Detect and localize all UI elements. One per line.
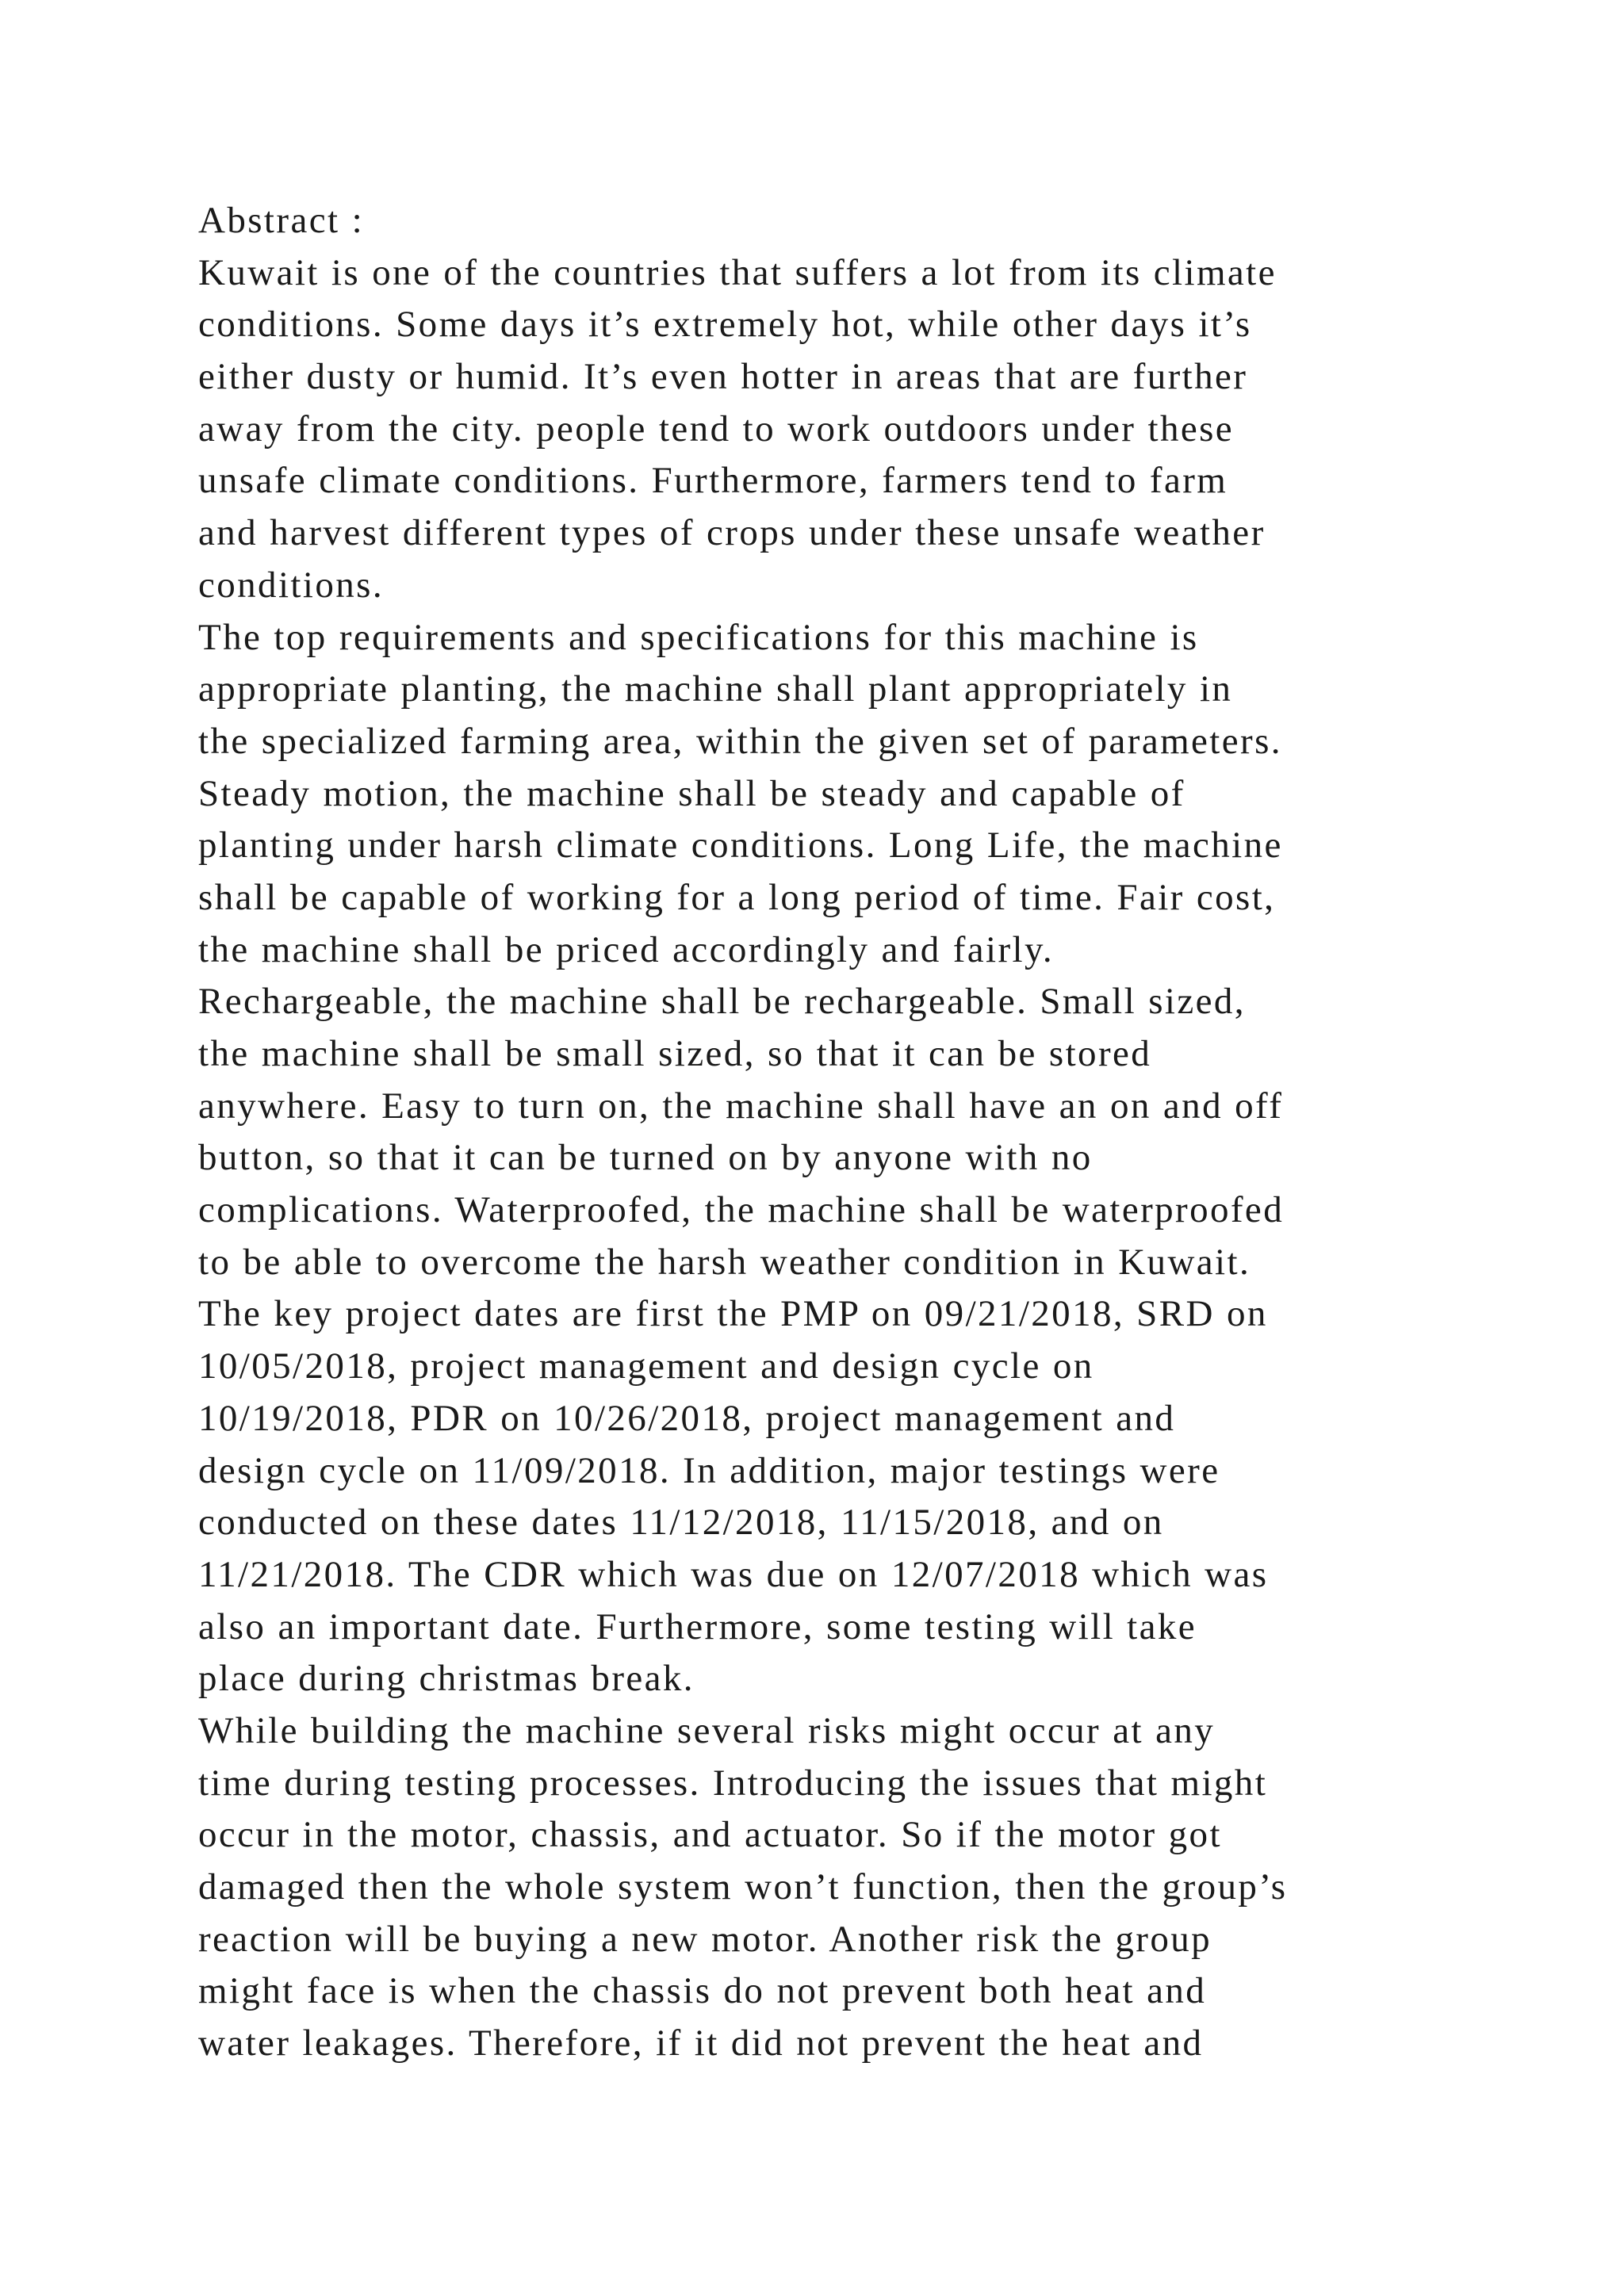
text-line: While building the machine several risks might occur at any	[198, 1709, 1216, 1751]
text-line: Steady motion, the machine shall be steady and capable of	[198, 772, 1185, 814]
text-line: either dusty or humid. It’s even hotter in areas that are further	[198, 356, 1248, 398]
text-line: Kuwait is one of the countries that suffers a lot from its climate	[198, 251, 1277, 293]
text-line: conditions.	[198, 564, 384, 606]
text-line: the machine shall be priced accordingly and fairly.	[198, 928, 1055, 970]
text-line: complications. Waterproofed, the machine shall be waterproofed	[198, 1189, 1285, 1231]
text-line: anywhere. Easy to turn on, the machine shall have an on and off	[198, 1085, 1284, 1127]
text-line: damaged then the whole system won’t function, then the group’s	[198, 1866, 1288, 1908]
text-line: to be able to overcome the harsh weather condition in Kuwait.	[198, 1241, 1251, 1283]
text-line: might face is when the chassis do not prevent both heat and	[198, 1970, 1207, 2012]
text-line: and harvest different types of crops under these unsafe weather	[198, 512, 1266, 554]
text-line: button, so that it can be turned on by anyone with no	[198, 1137, 1093, 1179]
text-line: also an important date. Furthermore, some testing will take	[198, 1605, 1197, 1647]
text-line: conducted on these dates 11/12/2018, 11/15/2018, and on	[198, 1502, 1164, 1544]
text-line: reaction will be buying a new motor. Another risk the group	[198, 1918, 1212, 1960]
heading-abstract: Abstract :	[198, 200, 365, 241]
text-line: the specialized farming area, within the given set of parameters.	[198, 720, 1282, 762]
text-line: occur in the motor, chassis, and actuator. So if the motor got	[198, 1814, 1222, 1856]
text-line: time during testing processes. Introducing the issues that might	[198, 1762, 1268, 1804]
text-line: 11/21/2018. The CDR which was due on 12/07/2018 which was	[198, 1553, 1269, 1595]
text-line: 10/19/2018, PDR on 10/26/2018, project management and	[198, 1397, 1176, 1439]
text-line: design cycle on 11/09/2018. In addition, major testings were	[198, 1449, 1220, 1491]
text-line: appropriate planting, the machine shall plant appropriately in	[198, 668, 1233, 710]
abstract-text	[198, 195, 1467, 2070]
text-line: shall be capable of working for a long period of time. Fair cost,	[198, 876, 1276, 918]
text-line: place during christmas break.	[198, 1658, 695, 1700]
text-line: the machine shall be small sized, so that it can be stored	[198, 1033, 1152, 1074]
text-line: planting under harsh climate conditions. Long Life, the machine	[198, 825, 1283, 867]
text-line: Rechargeable, the machine shall be rechargeable. Small sized,	[198, 981, 1246, 1023]
text-line: The key project dates are first the PMP on 09/21/2018, SRD on	[198, 1293, 1268, 1335]
text-line: water leakages. Therefore, if it did not prevent the heat and	[198, 2022, 1204, 2064]
text-line: unsafe climate conditions. Furthermore, farmers tend to farm	[198, 460, 1228, 502]
text-line: 10/05/2018, project management and design cycle on	[198, 1345, 1094, 1387]
text-line: The top requirements and specifications for this machine is	[198, 616, 1199, 658]
text-line: conditions. Some days it’s extremely hot, while other days it’s	[198, 304, 1252, 346]
text-line: away from the city. people tend to work outdoors under these	[198, 408, 1235, 450]
